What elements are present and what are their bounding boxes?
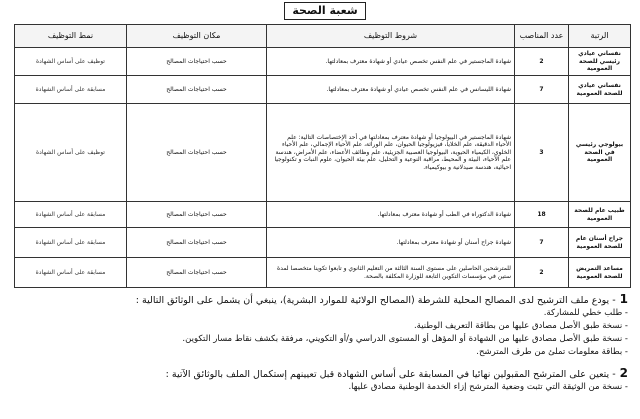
cell-rank: نفساني عيادي للصحة العمومية (569, 76, 631, 104)
cell-positions: 7 (515, 76, 569, 104)
list-item: - طلب خطي للمشاركة. (543, 308, 628, 318)
note-heading-text: - يتعين على المترشح المقبولين نهائيا في المسابقة على أساس الشهادة قبل تعيينهم إستكمال الملف بالوثائق الآتية : (165, 369, 616, 380)
list-item: - نسخة من الوثيقة التي تثبت وضعية المترشح إزاء الخدمة الوطنية مصادق عليها. (348, 382, 628, 392)
cell-mode: توظيف على أساس الشهادة (15, 48, 127, 76)
header-mode: نمط التوظيف (15, 25, 127, 48)
cell-positions: 3 (515, 104, 569, 202)
cell-conditions: شهادة الليسانس في علم النفس تخصص عيادي أو شهادة معترف بمعادلتها. (267, 76, 515, 104)
note-heading (16, 367, 628, 381)
table-row (15, 76, 631, 104)
note-number: 1 (619, 293, 628, 306)
cell-place: حسب احتياجات المصالح (127, 104, 267, 202)
header-conditions: شروط التوظيف (267, 25, 515, 48)
cell-place: حسب احتياجات المصالح (127, 258, 267, 288)
cell-mode: مسابقة على أساس الشهادة (15, 228, 127, 258)
cell-positions: 2 (515, 48, 569, 76)
cell-rank: جراح أسنان عام للصحة العمومية (569, 228, 631, 258)
note-number: 2 (619, 367, 628, 380)
table-row (15, 228, 631, 258)
document-title: شعبة الصحة (284, 2, 366, 20)
header-rank: الرتبة (569, 25, 631, 48)
cell-conditions: شهادة الماجستير في علم النفس تخصص عيادي أو شهادة معترف بمعادلتها. (267, 48, 515, 76)
cell-place: حسب احتياجات المصالح (127, 48, 267, 76)
cell-mode: مسابقة على أساس الشهادة (15, 76, 127, 104)
cell-mode: مسابقة على أساس الشهادة (15, 258, 127, 288)
cell-conditions: شهادة الدكتوراه في الطب أو شهادة معترف بمعادلتها. (267, 202, 515, 228)
cell-rank: طبيب عام للصحة العمومية (569, 202, 631, 228)
cell-conditions: للمترشحين الحاصلين على مستوى السنة الثالثة من التعليم الثانوي و تابعوا تكوينا متخصصا لمدة ستين في مؤسسات التكوين التابعة للوزارة المكلفة بالصحة. (267, 258, 515, 288)
notes-section (16, 293, 628, 394)
list-item: - نسخة طبق الأصل مصادق عليها من بطاقة التعريف الوطنية. (413, 321, 628, 331)
note-heading (16, 293, 628, 307)
cell-mode: مسابقة على أساس الشهادة (15, 202, 127, 228)
note-heading-text: - يودع ملف الترشيح لدى المصالح المحلية للشرطة (المصالح الولائية للموارد البشرية)، ينبغي أن يشمل على الوثائق التالية : (135, 295, 616, 306)
table-row (15, 258, 631, 288)
cell-rank: بيولوجي رئيسي في الصحة العمومية (569, 104, 631, 202)
table-header-row (15, 25, 631, 48)
cell-rank: نفساني عيادي رئيسي للصحة العمومية (569, 48, 631, 76)
table-row (15, 202, 631, 228)
table-row (15, 48, 631, 76)
cell-conditions: شهادة الماجستير في البيولوجيا أو شهادة معترف بمعادلتها في أحد الإختصاصات التالية: علم الأحياء الدقيقة، علم الخلايا، فيزيولوجيا الحيوان، علم الوراثة، علم الأحياء الإجمالي، علم الأحياء الخلوي، الكيمياء الحيوية، البيولوجيا العصبية الجزيئية، علم وظائف الأعضاء، علم الأمراض، هندسة علم الأحياء، البيئة و المحيط، مراقبة النوعية و التحليل، علم بيئة الحيوان، علوم النبات و تكنولوجيا احيائية، هندسة صيدلانية و بيوكيمياء. (267, 104, 515, 202)
table-row (15, 104, 631, 202)
header-place: مكان التوظيف (127, 25, 267, 48)
list-item: - بطاقة معلومات تملئ من طرف المترشح. (476, 347, 628, 357)
cell-mode: توظيف على أساس الشهادة (15, 104, 127, 202)
cell-place: حسب احتياجات المصالح (127, 228, 267, 258)
header-positions: عدد المناصب (515, 25, 569, 48)
cell-place: حسب احتياجات المصالح (127, 202, 267, 228)
cell-positions: 7 (515, 228, 569, 258)
recruitment-table (14, 24, 631, 288)
cell-positions: 18 (515, 202, 569, 228)
cell-rank: مساعد التمريض للصحة العمومية (569, 258, 631, 288)
cell-positions: 2 (515, 258, 569, 288)
cell-place: حسب احتياجات المصالح (127, 76, 267, 104)
list-item: - نسخة طبق الأصل مصادق عليها من الشهادة أو المؤهل أو المستوى الدراسي و/أو التكويني، مرفقة بكشف نقاط مسار التكوين. (182, 334, 628, 344)
cell-conditions: شهادة جراح أسنان أو شهادة معترف بمعادلتها. (267, 228, 515, 258)
